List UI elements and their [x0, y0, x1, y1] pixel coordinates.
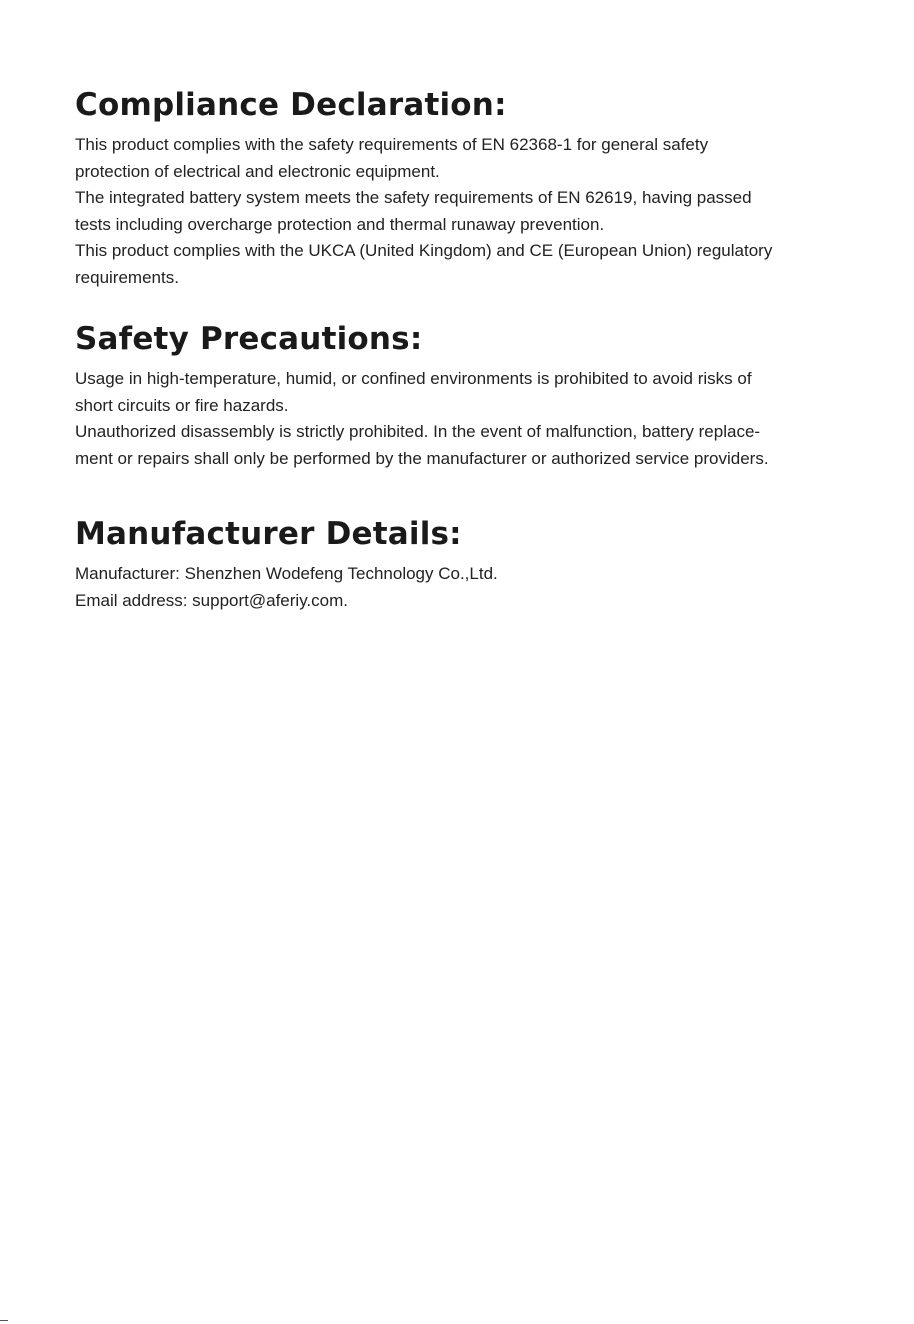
manufacturer-name: Manufacturer: Shenzhen Wodefeng Technology Co.,Ltd.: [75, 564, 498, 583]
compliance-line: The integrated battery system meets the safety requirements of EN 62619, having passed: [75, 188, 752, 207]
compliance-text: [75, 132, 845, 291]
safety-line: Unauthorized disassembly is strictly prohibited. In the event of malfunction, battery replace-: [75, 422, 761, 441]
manufacturer-section: [75, 513, 845, 614]
compliance-line: protection of electrical and electronic equipment.: [75, 161, 440, 181]
manufacturer-email: Email address: support@aferiy.com.: [75, 590, 348, 610]
safety-line: ment or repairs shall only be performed by the manufacturer or authorized service providers.: [75, 448, 769, 468]
crop-mark: [0, 1320, 8, 1321]
safety-section: [75, 318, 845, 472]
compliance-heading: Compliance Declaration:: [75, 87, 507, 123]
safety-heading: Safety Precautions:: [75, 321, 423, 357]
compliance-line: tests including overcharge protection and thermal runaway prevention.: [75, 214, 605, 234]
compliance-section: [75, 84, 845, 291]
compliance-line: This product complies with the safety requirements of EN 62368-1 for general safety: [75, 135, 709, 154]
safety-line: short circuits or fire hazards.: [75, 395, 289, 415]
compliance-line: requirements.: [75, 267, 179, 287]
safety-line: Usage in high-temperature, humid, or confined environments is prohibited to avoid risks of: [75, 369, 752, 388]
manufacturer-heading: Manufacturer Details:: [75, 516, 462, 552]
safety-text: [75, 366, 845, 472]
manufacturer-text: [75, 561, 845, 614]
compliance-line: This product complies with the UKCA (United Kingdom) and CE (European Union) regulatory: [75, 241, 773, 260]
